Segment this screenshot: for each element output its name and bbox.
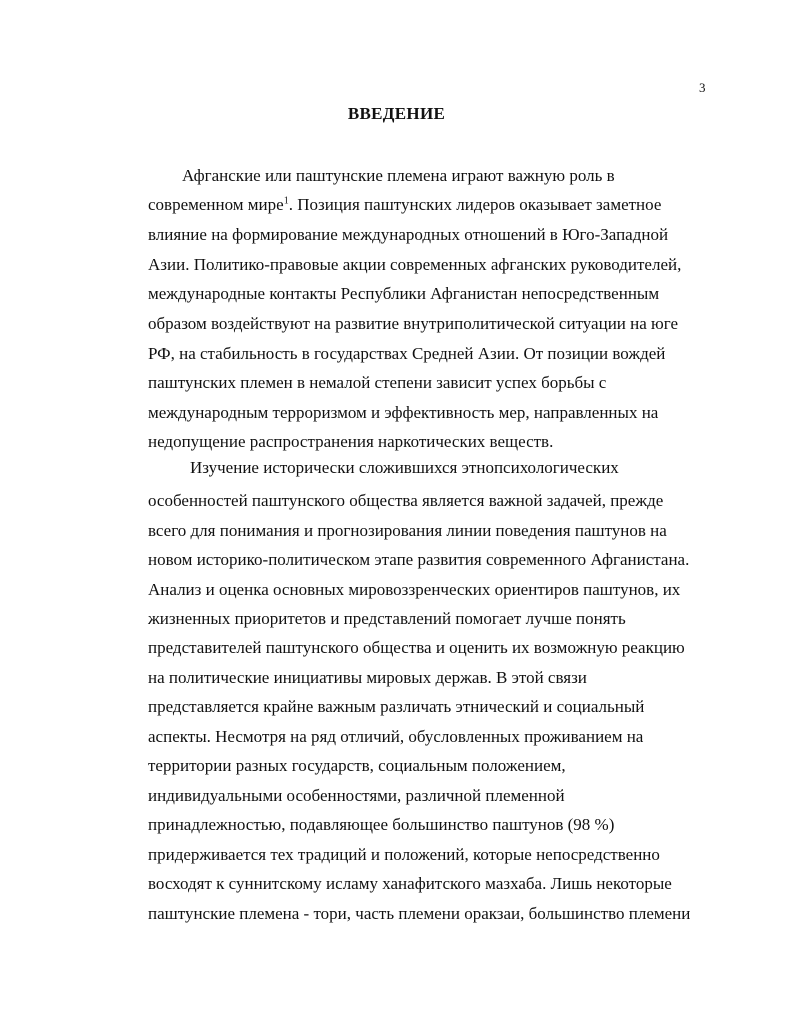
text-line: на политические инициативы мировых держав. В этой связи (148, 668, 587, 687)
text-line: придерживается тех традиций и положений, которые непосредственно (148, 845, 660, 864)
text-line: Анализ и оценка основных мировоззренческих ориентиров паштунов, их (148, 580, 681, 599)
text-line: территории разных государств, социальным положением, (148, 756, 566, 775)
text-line: принадлежностью, подавляющее большинство паштунов (98 %) (148, 815, 615, 834)
text-line: паштунских племен в немалой степени зависит успех борьбы с (148, 373, 607, 392)
section-heading: ВВЕДЕНИЕ (347, 104, 446, 123)
text-line: международным терроризмом и эффективность мер, направленных на (148, 403, 659, 422)
text-line: индивидуальными особенностями, различной племенной (148, 786, 565, 805)
text-line: паштунские племена - тори, часть племени оракзаи, большинство племени (148, 904, 691, 923)
text-line: Азии. Политико-правовые акции современных афганских руководителей, (148, 255, 682, 274)
text-line: аспекты. Несмотря на ряд отличий, обусловленных проживанием на (148, 727, 644, 746)
page-number: 3 (699, 80, 706, 95)
text-line: образом воздействуют на развитие внутриполитической ситуации на юге (148, 314, 679, 333)
text-line: особенностей паштунского общества является важной задачей, прежде (148, 491, 664, 510)
text-line: всего для понимания и прогнозирования линии поведения паштунов на (148, 521, 667, 540)
text-line: влияние на формирование международных отношений в Юго-Западной (148, 225, 669, 244)
text-line: представляется крайне важным различать этнический и социальный (148, 697, 645, 716)
text-line: новом историко-политическом этапе развития современного Афганистана. (148, 550, 690, 569)
text-line: представителей паштунского общества и оценить их возможную реакцию (148, 638, 685, 657)
text-line: современном мире$^1$. Позиция паштунских лидеров оказывает заметное (148, 195, 662, 214)
text-line: недопущение распространения наркотических веществ. (148, 432, 554, 451)
text-line: РФ, на стабильность в государствах Средней Азии. От позиции вождей (148, 344, 666, 363)
text-line: восходят к суннитскому исламу ханафитского мазхаба. Лишь некоторые (148, 874, 672, 893)
footnote-marker: 1 (283, 195, 289, 207)
text-line: жизненных приоритетов и представлений помогает лучше понять (148, 609, 626, 628)
text-line: международные контакты Республики Афганистан непосредственным (148, 284, 660, 303)
text-line: Афганские или паштунские племена играют важную роль в (182, 166, 615, 185)
text-line: Изучение исторически сложившихся этнопсихологических (190, 458, 619, 477)
